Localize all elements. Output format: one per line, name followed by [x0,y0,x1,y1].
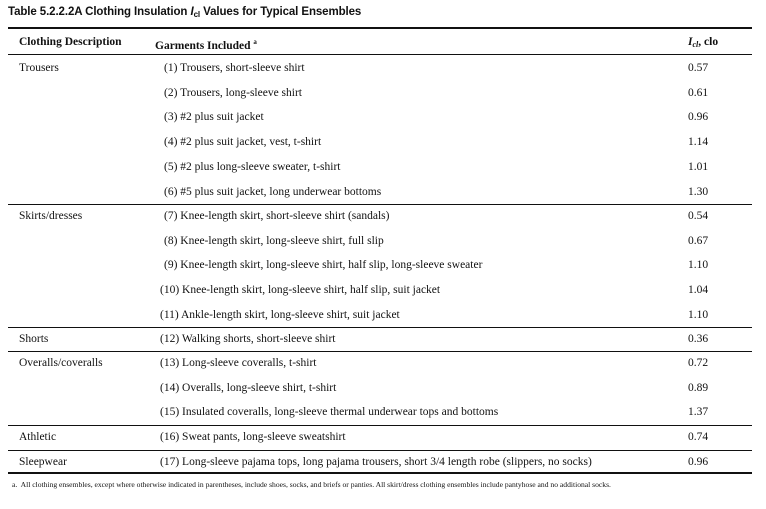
group-divider [8,327,752,328]
group-label: Trousers [19,62,59,74]
header-footnote-marker: a [253,38,257,46]
clo-value: 0.74 [688,431,709,443]
garment-cell [160,332,336,346]
ensemble-description: Ankle-length skirt, long-sleeve shirt, suit jacket [180,308,400,321]
clo-value: 1.10 [688,308,709,321]
ensemble-description: Trousers, long-sleeve shirt [180,86,303,99]
ensemble-number: (11) [160,308,179,321]
group-label: Shorts [19,333,49,345]
ensemble-number: (4) [164,136,178,149]
ensemble-description: Insulated coveralls, long-sleeve thermal underwear tops and bottoms [182,406,499,419]
ensemble-number: (6) [164,185,178,198]
clo-value: 0.67 [688,234,709,247]
clo-value: 1.14 [688,136,709,149]
garment-cell [160,430,346,444]
garment-cell [160,308,400,322]
garment-cell [160,209,389,223]
clo-value: 0.57 [688,62,709,74]
garment-cell [160,61,305,75]
clo-value: 0.72 [688,357,709,369]
clo-value: 0.36 [688,333,709,345]
group-label: Athletic [19,431,57,443]
header-rule [8,54,752,55]
ensemble-description: #2 plus suit jacket [180,111,264,124]
clo-value: 0.96 [688,111,709,124]
garment-cell [160,381,336,395]
garment-cell [160,258,482,272]
ensemble-description: Knee-length skirt, long-sleeve shirt, full slip [180,234,384,247]
clo-value: 1.30 [688,185,709,198]
ensemble-number: (3) [164,111,178,124]
bottom-rule [8,472,752,474]
garment-cell [160,234,384,248]
group-divider [8,204,752,205]
ensemble-number: (14) [160,381,180,394]
caption-prefix: Table 5.2.2.2A Clothing Insulation [8,6,191,18]
ensemble-number: (2) [164,86,178,99]
clo-value: 1.10 [688,259,709,272]
clo-value: 0.89 [688,381,709,394]
header-garments-label: Garments Included [155,40,251,52]
ensemble-number: (16) [160,431,180,443]
ensemble-description: Knee-length skirt, long-sleeve shirt, half slip, long-sleeve sweater [180,259,483,272]
clo-value: 0.54 [688,210,709,222]
garment-cell [160,455,592,469]
ensemble-number: (13) [160,357,180,369]
header-value-unit: , clo [698,36,719,48]
clo-value: 1.01 [688,160,709,173]
ensemble-number: (10) [160,284,180,297]
garment-cell [160,110,264,124]
caption-subscript: cl [193,10,201,19]
ensemble-number: (5) [164,160,178,173]
garment-cell [160,185,381,199]
garment-cell [160,356,317,370]
ensemble-description: Walking shorts, short-sleeve shirt [181,333,336,345]
ensemble-description: #5 plus suit jacket, long underwear bottoms [180,185,382,198]
clo-value: 0.96 [688,456,709,468]
ensemble-description: #2 plus long-sleeve sweater, t-shirt [180,160,341,173]
ensemble-description: Knee-length skirt, long-sleeve shirt, half slip, suit jacket [182,284,441,297]
group-label: Overalls/coveralls [19,357,103,369]
clo-value: 1.37 [688,406,709,419]
group-divider [8,351,752,352]
ensemble-description: Trousers, short-sleeve shirt [180,62,305,74]
header-insulation-value [688,35,718,52]
caption-suffix: Values for Typical Ensembles [200,6,362,18]
top-rule [8,27,752,29]
garment-cell [160,405,498,419]
ensemble-description: #2 plus suit jacket, vest, t-shirt [180,136,322,149]
footnote [12,480,752,490]
ensemble-number: (15) [160,406,180,419]
group-divider [8,450,752,451]
clo-value: 0.61 [688,86,709,99]
header-garments-included [155,35,257,53]
garment-cell [160,86,302,100]
clo-value: 1.04 [688,284,709,297]
ensemble-number: (9) [164,259,178,272]
header-value-subscript: cl [692,40,699,49]
ensemble-description: Long-sleeve pajama tops, long pajama trousers, short 3/4 length robe (slippers, no socks) [182,456,592,468]
ensemble-number: (1) [164,62,178,74]
group-label: Skirts/dresses [19,210,83,222]
ensemble-description: Sweat pants, long-sleeve sweatshirt [182,431,346,443]
header-value-symbol: I [688,36,693,48]
ensemble-description: Long-sleeve coveralls, t-shirt [182,357,317,369]
caption-symbol: I [190,6,194,18]
table-caption [8,6,361,19]
footnote-marker: a. [12,480,18,489]
group-label: Sleepwear [19,456,67,468]
header-clothing-description: Clothing Description [19,36,122,48]
group-divider [8,425,752,426]
ensemble-description: Overalls, long-sleeve shirt, t-shirt [182,381,337,394]
garment-cell [160,135,321,149]
ensemble-number: (8) [164,234,178,247]
footnote-text: All clothing ensembles, except where otherwise indicated in parentheses, include shoes, socks, and briefs or panties. All skirt/dress clothing ensembles include pantyhose and no additional socks. [20,480,611,489]
garment-cell [160,283,440,297]
ensemble-number: (17) [160,456,180,468]
ensemble-description: Knee-length skirt, short-sleeve shirt (sandals) [180,210,390,222]
garment-cell [160,160,340,174]
ensemble-number: (7) [164,210,178,222]
ensemble-number: (12) [160,333,180,345]
